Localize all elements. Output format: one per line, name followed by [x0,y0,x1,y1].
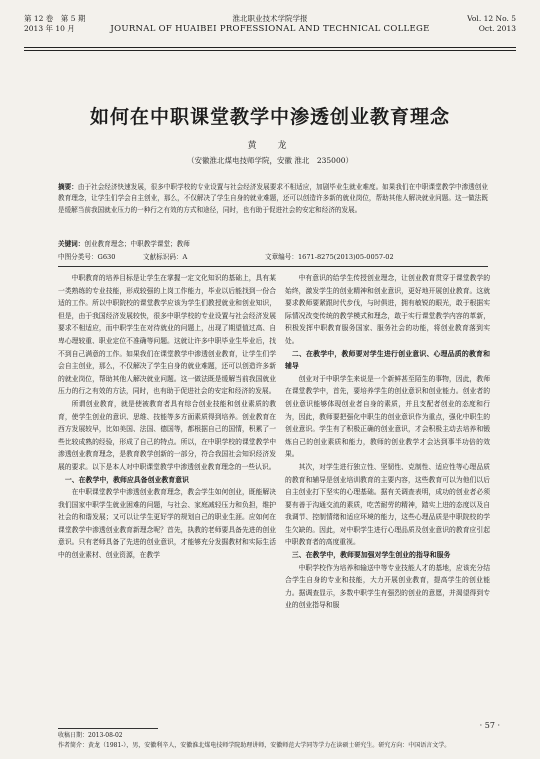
body-paragraph: 中职教育的培养目标是让学生在掌握一定文化知识的基础上，具有某一类熟练的专业技能，形成较强的上岗工作能力，毕业以后能找到一份合适的工作。所以中职院校的课堂教学应该为学生们教授就业和创业知识，但是，由于我国经济发展较快，很多中职学校的专业设置与社会经济发展要求不相适应，而中职学生在对待就业的问题上，出现了期望值过高、自卑心理较重、职业定位不准确等问题。这就让许多中职毕业生毕业后，找不到自己满意的工作。如果我们在课堂教学中渗透创业教育，让学生们学会自主创业，那么，不仅解决了学生自身的就业难题，还可以创造许多新的就业岗位，帮助其他人解决就业问题。这一做法既是缓解当前我国就业压力的行之有效的方法，同时，也有助于促进社会的安定和经济的发展。 [58,274,276,396]
body-paragraph: 中有意识的给学生传授创业理念，让创业教育贯穿于课堂教学的始终，激发学生的创业精神和创业意识，更好地开展创业教育。这就要求教师要紧跟时代步伐，与时俱进，拥有敏锐的眼光，敢于根据实际情况改变传统的教学模式和理念，敢于实行课堂教学内容的革新，积极发挥中职教育服务国家、服务社会的功能，将创业教育落到实处。 [285,274,490,345]
author-affiliation: （安徽淮北煤电技师学院，安徽 淮北 235000） [186,156,353,165]
abstract-label: 摘要： [58,183,78,191]
article-number: 文章编号：1671-8275(2013)05-0057-02 [265,253,394,261]
footnote [58,731,488,751]
abstract [58,182,488,216]
volume-cn: 第 12 卷 第 5 期 [24,14,86,23]
body-column-right [285,272,490,612]
abstract-text: 由于社会经济快速发展，很多中职学校的专业设置与社会经济发展要求不相适应，加剧毕业生就业难度。如果我们在中职课堂教学中渗透创业教育理念，让学生们学会自主创业，那么，不仅解决了学生自身的就业难题，还可以创造许多新的就业岗位，帮助其他人解决就业问题。这一做法既是缓解当前我国就业压力的一种行之有效的方式和途径，同时，也有助于促进社会的安定和经济的发展。 [58,183,489,214]
date-en: Oct. 2013 [478,24,516,33]
volume-en: Vol. 12 No. 5 [467,14,516,23]
section-heading: 三、在教学中，教师要加强对学生创业的指导和服务 [291,551,451,560]
body-paragraph: 创业对于中职学生来说是一个新鲜甚至陌生的事物，因此，教师在课堂教学中，首先，要培养学生的创业意识和创业能力。创业者的创业意识能够体现创业者自身的素质，并且支配者创业的态度和行为，因此，教师要把强化中职生的创业意识作为重点，强化中职生的创业意识。学生有了积极正确的创业意识，才会积极主动去培养和锻炼自己的创业素质和能力，教师的创业教学才会达到事半功倍的效果。 [285,374,490,459]
header-rule-thin [24,50,516,51]
body-column-left [58,272,276,562]
body-paragraph: 其次，对学生进行独立性、坚韧性、克制性、适应性等心理品质的教育和辅导是创业培训教育的主要内容，这些教育可以为他们以后自主创业打下坚实的心理基础。据有关调查表明，成功的创业者必须要有善于沟通交流的素质，吃苦耐劳的精神，踏实上进的态度以及自我调节、控制情绪和适应环境的能力，这些心理品质是中职院校的学生欠缺的。因此，对中职学生进行心理品质及创业意识的教育应引起中职教育者的高度重视。 [285,462,490,547]
body-paragraph: 中职学校作为培养和输送中等专业技能人才的基地，应该充分结合学生自身的专业和技能，大力开展创业教育，提高学生的创业能力。据调查显示，多数中职学生有强烈的创业的意愿，并渴望得到专业的创业指导和服 [285,563,490,610]
section-heading: 一、在教学中，教师应具备创业教育意识 [64,475,189,484]
keywords-label: 关键词： [58,240,85,248]
author-name: 黄 龙 [247,141,293,151]
clc-number: 中图分类号：G630 [58,253,116,261]
abstract-rule [58,266,488,267]
section-heading: 二、在教学中，教师要对学生进行创业意识、心理品质的教育和辅导 [285,349,490,371]
journal-name-cn: 淮北职业技术学院学报 [232,14,308,23]
footnote-rule [58,728,158,729]
page-number: · 57 · [479,721,500,730]
classification-line [58,252,488,263]
journal-name-en: JOURNAL OF HUAIBEI PROFESSIONAL AND TECHNICAL COLLEGE [110,24,430,34]
date-cn: 2013 年 10 月 [24,24,75,33]
body-paragraph: 在中职课堂教学中渗透创业教育理念，教会学生如何创业，既能解决我们国家中职学生就业困难的问题，与社会、家庭减轻压力和负担，维护社会的和谐发展；又可以让学生更好学的规划自己的职业生涯。应如何在课堂教学中渗透创业教育新理念呢？首先，执教的老师要具备先进的创业意识。只有老师具备了先进的创业意识，才能够充分发掘教材和实际生活中的创业素材、创业资源，在教学 [58,488,276,560]
author-bio: 作者简介：黄龙（1981-），男，安徽利辛人，安徽淮北煤电技师学院助理讲师，安徽师范大学同等学力在读硕士研究生。研究方向：中国语言文学。 [58,742,451,749]
header-right [467,14,516,34]
document-code: 文献标识码：A [143,253,188,261]
header-rule [24,47,516,48]
body-paragraph: 所谓创业教育，就是使被教育者具有综合创业技能和创业素质的教育，使学生创业的意识、思维、技能等多方面素质得到培养。创业教育在西方发展较早，比如美国、法国、德国等，都根据自己的国情，积累了一些比较成熟的经验，形成了自己的特点。所以，在中职学校的课堂教学中渗透创业教育理念，是教育教学创新的一部分，符合我国社会知识经济发展的要求。以下是本人对中职课堂教学中渗透创业教育理念的一些认识。 [58,399,276,471]
received-date: 收稿日期：2013-08-02 [58,732,123,739]
keywords-text: 创业教育理念；中职教学课堂；教师 [84,240,190,248]
keywords [58,239,488,250]
article-title: 如何在中职课堂教学中渗透创业教育理念 [89,106,450,128]
header-center [24,14,516,34]
